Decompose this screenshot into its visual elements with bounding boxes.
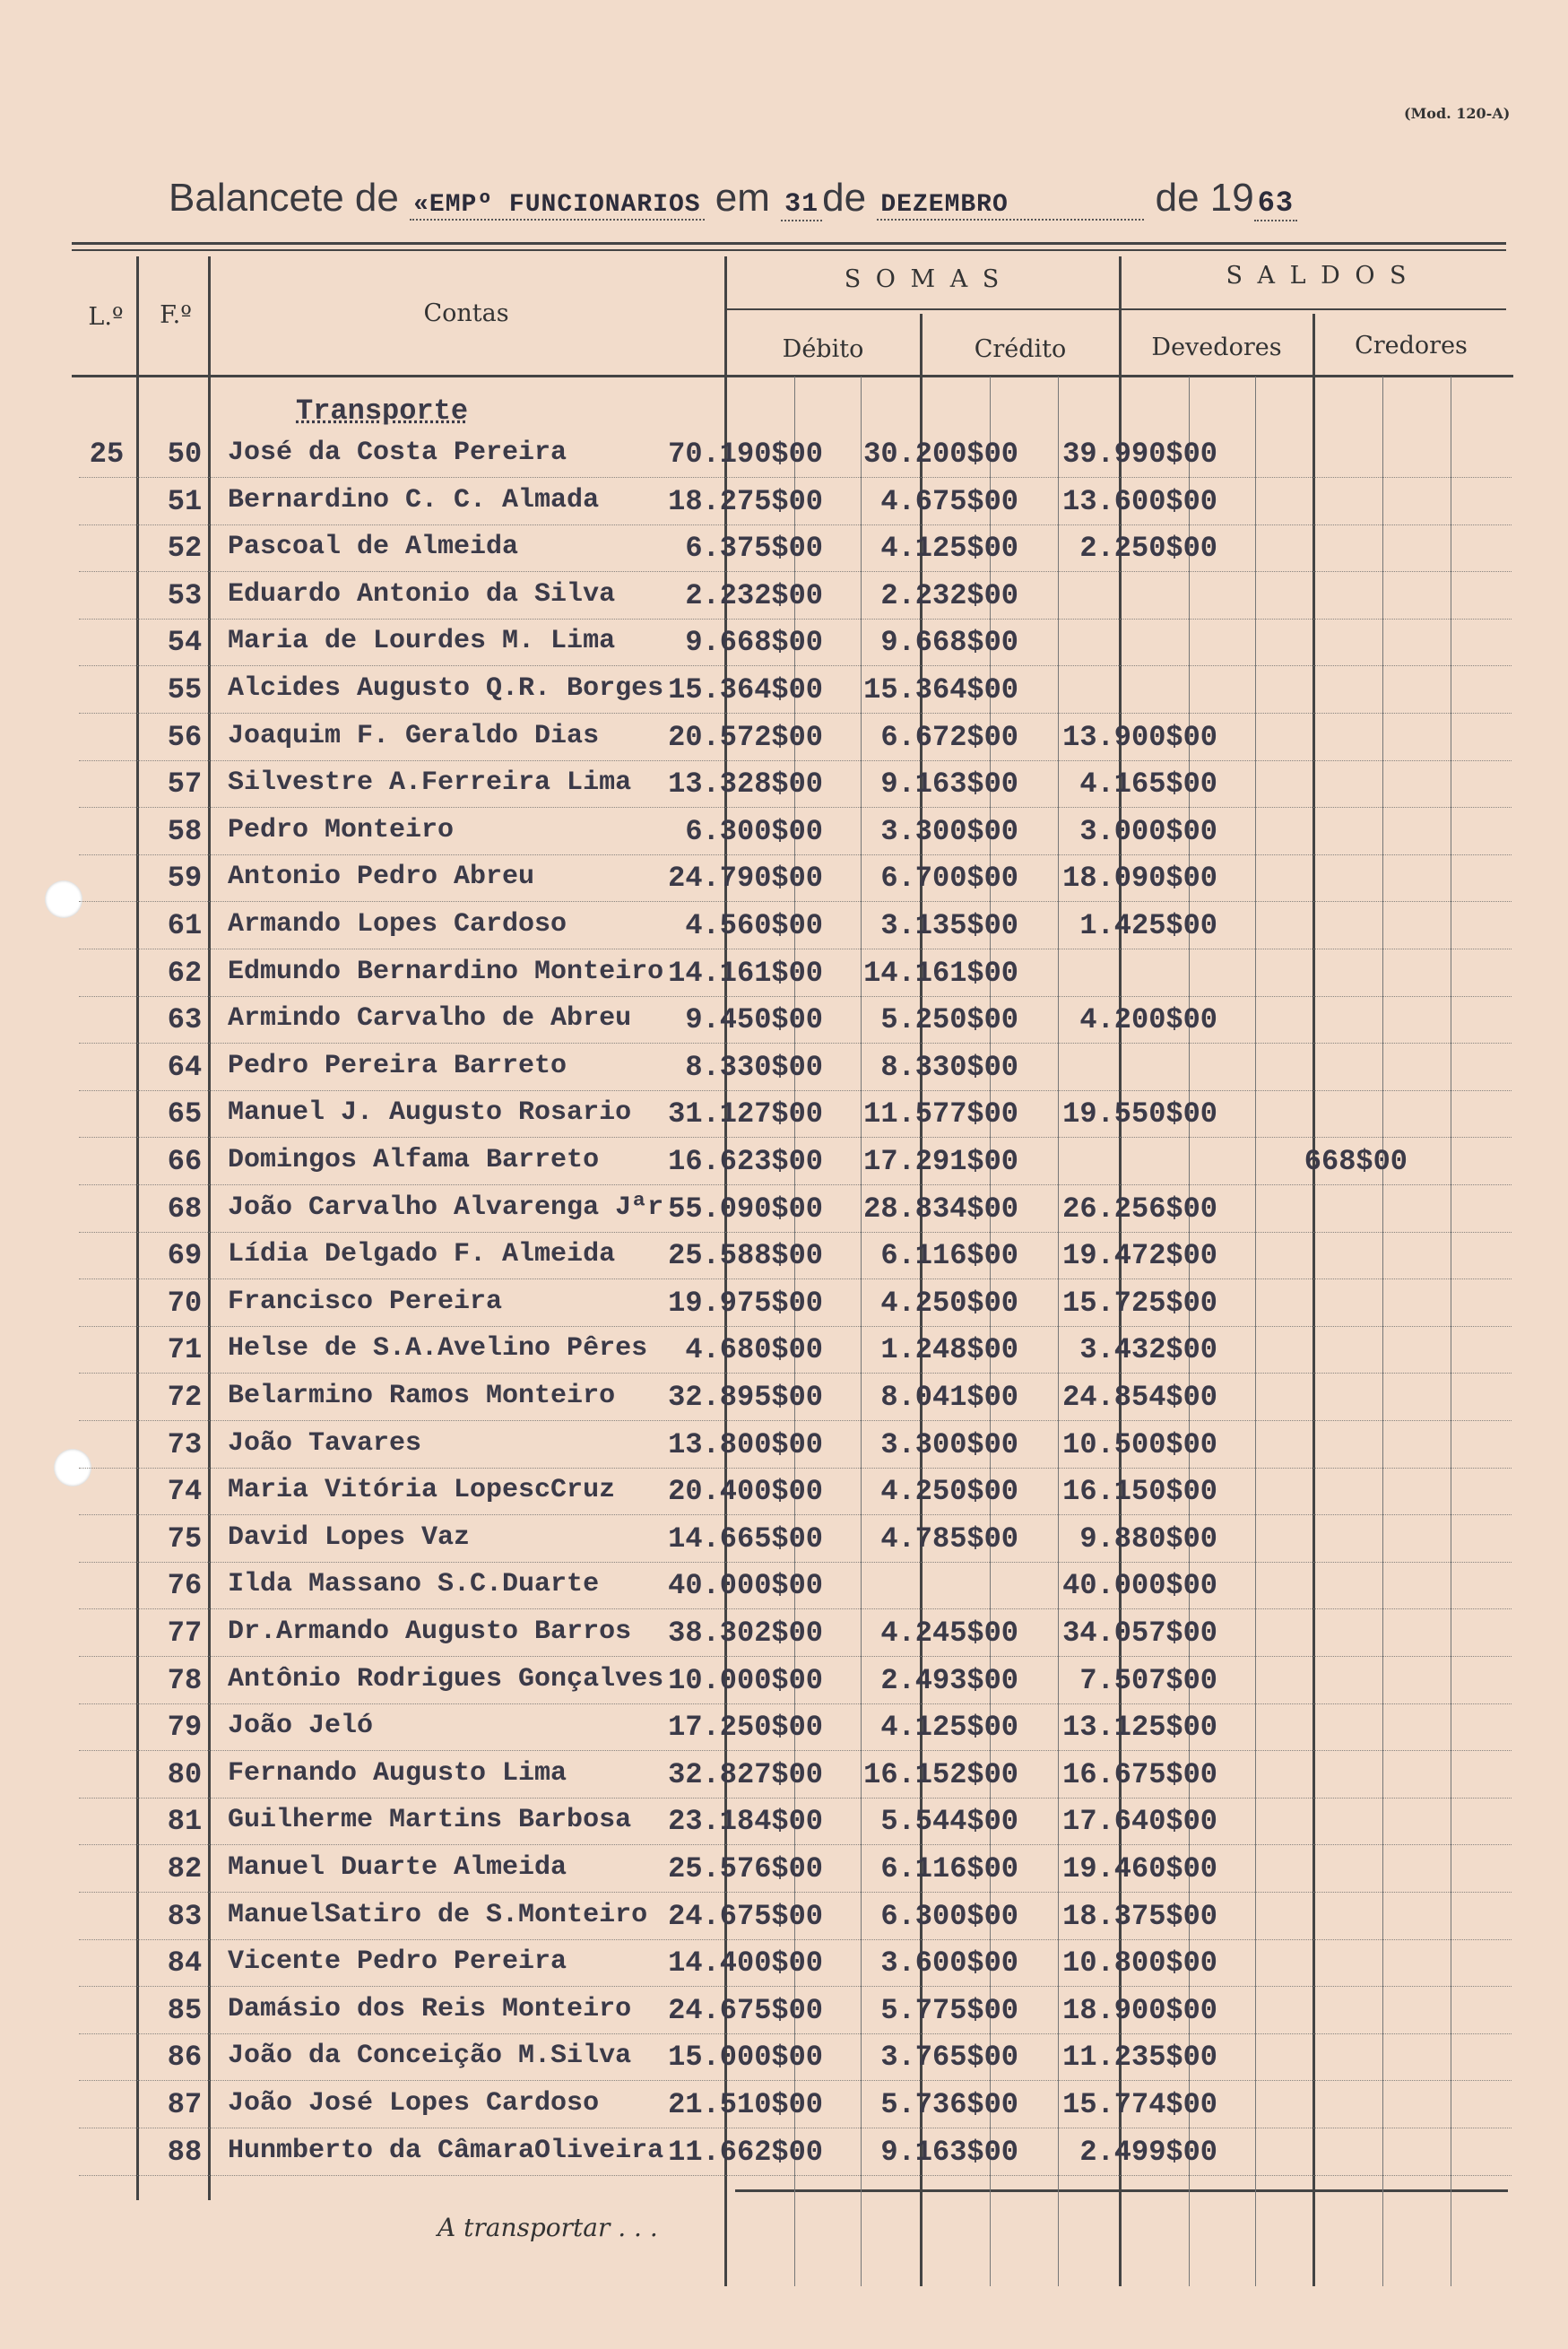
row-fo: 61	[167, 909, 203, 942]
row-account-name: José da Costa Pereira	[228, 438, 567, 468]
row-credito: 5.544$00	[880, 1805, 1018, 1839]
row-fo: 63	[167, 1003, 203, 1037]
title-month: DEZEMBRO	[877, 191, 1144, 221]
table-row	[79, 760, 1512, 808]
row-devedores: 3.000$00	[1079, 814, 1217, 848]
row-credito: 4.245$00	[880, 1617, 1018, 1650]
table-row	[79, 996, 1512, 1044]
row-debito: 23.184$00	[668, 1805, 823, 1839]
row-debito: 70.190$00	[668, 438, 823, 471]
transporte-label: Transporte	[296, 394, 469, 428]
row-credito: 4.250$00	[880, 1286, 1018, 1320]
row-fo: 83	[167, 1899, 203, 1933]
row-debito: 9.668$00	[685, 626, 823, 660]
row-account-name: Antônio Rodrigues Gonçalves	[228, 1663, 664, 1695]
header-contas: Contas	[423, 299, 509, 327]
row-fo: 79	[167, 1711, 203, 1745]
row-fo: 81	[167, 1805, 203, 1839]
title-account: «EMPº FUNCIONARIOS	[410, 191, 704, 221]
row-account-name: Helse de S.A.Avelino Pêres	[228, 1333, 648, 1365]
row-fo: 58	[167, 814, 203, 848]
row-credito: 4.125$00	[880, 1711, 1018, 1745]
row-debito: 11.662$00	[668, 2135, 823, 2169]
row-fo: 69	[167, 1239, 203, 1273]
row-devedores: 16.675$00	[1062, 1757, 1217, 1791]
row-devedores: 18.375$00	[1062, 1899, 1217, 1933]
row-debito: 16.623$00	[668, 1145, 823, 1178]
row-credito: 6.300$00	[880, 1899, 1018, 1933]
table-row	[79, 902, 1512, 949]
footer-a-transportar: A transportar . . .	[437, 2213, 658, 2242]
table-row	[79, 1515, 1512, 1563]
row-devedores: 2.499$00	[1079, 2135, 1217, 2169]
row-devedores: 18.900$00	[1062, 1993, 1217, 2027]
row-credito: 4.250$00	[880, 1475, 1018, 1509]
row-credito: 15.364$00	[863, 673, 1018, 706]
row-devedores: 40.000$00	[1062, 1569, 1217, 1603]
table-row	[79, 524, 1512, 572]
row-account-name: Maria Vitória LopescCruz	[228, 1475, 616, 1506]
row-account-name: Lídia Delgado F. Almeida	[228, 1239, 616, 1270]
row-account-name: Damásio dos Reis Monteiro	[228, 1993, 632, 2024]
row-debito: 40.000$00	[668, 1569, 823, 1603]
row-credito: 28.834$00	[863, 1192, 1018, 1226]
table-row	[79, 2081, 1512, 2128]
row-credito: 4.675$00	[880, 484, 1018, 518]
form-code: (Mod. 120-A)	[1404, 105, 1511, 122]
row-fo: 62	[167, 956, 203, 990]
table-row	[79, 430, 1512, 478]
row-debito: 14.400$00	[668, 1946, 823, 1981]
header-lo: L.º	[88, 303, 124, 331]
header-credores: Credores	[1355, 332, 1468, 360]
row-devedores: 9.880$00	[1079, 1521, 1217, 1556]
row-debito: 20.572$00	[668, 720, 823, 754]
row-credores: 668$00	[1304, 1145, 1408, 1178]
row-credito: 30.200$00	[863, 438, 1018, 471]
table-row	[79, 1090, 1512, 1138]
row-credito: 8.041$00	[880, 1381, 1018, 1414]
table-row	[79, 1279, 1512, 1327]
row-debito: 17.250$00	[668, 1711, 823, 1745]
row-debito: 10.000$00	[668, 1663, 823, 1697]
row-fo: 73	[167, 1427, 203, 1461]
row-debito: 9.450$00	[685, 1003, 823, 1037]
row-credito: 2.493$00	[880, 1663, 1018, 1697]
row-debito: 6.300$00	[685, 814, 823, 848]
row-credito: 4.125$00	[880, 532, 1018, 566]
row-fo: 86	[167, 2041, 203, 2075]
row-devedores: 39.990$00	[1062, 438, 1217, 471]
row-fo: 85	[167, 1993, 203, 2027]
table-row	[79, 2033, 1512, 2081]
table-row	[79, 1703, 1512, 1751]
row-account-name: Edmundo Bernardino Monteiro	[228, 956, 664, 987]
row-account-name: Pedro Pereira Barreto	[228, 1050, 567, 1081]
row-devedores: 7.507$00	[1079, 1663, 1217, 1697]
table-row	[79, 478, 1512, 525]
row-devedores: 19.460$00	[1062, 1852, 1217, 1885]
footer-rule	[735, 2189, 1508, 2192]
row-account-name: ManuelSatiro de S.Monteiro	[228, 1899, 648, 1930]
row-debito: 24.675$00	[668, 1899, 823, 1933]
table-row	[79, 1609, 1512, 1657]
table-row	[79, 1185, 1512, 1233]
row-account-name: Armindo Carvalho de Abreu	[228, 1003, 632, 1035]
row-devedores: 10.800$00	[1062, 1946, 1217, 1981]
row-debito: 18.275$00	[668, 484, 823, 518]
row-fo: 68	[167, 1192, 203, 1226]
row-lo: 25	[89, 438, 125, 471]
row-fo: 52	[167, 532, 203, 566]
row-debito: 55.090$00	[668, 1192, 823, 1226]
row-devedores: 4.165$00	[1079, 767, 1217, 802]
row-fo: 51	[167, 484, 203, 518]
table-row	[79, 1562, 1512, 1609]
row-fo: 56	[167, 720, 203, 754]
row-debito: 32.827$00	[668, 1757, 823, 1791]
table-row	[79, 1893, 1512, 1940]
header-fo: F.º	[160, 301, 192, 329]
table-row	[79, 1326, 1512, 1374]
table-row	[79, 1751, 1512, 1799]
title-year: 63	[1254, 186, 1297, 221]
row-debito: 14.665$00	[668, 1521, 823, 1556]
row-account-name: David Lopes Vaz	[228, 1521, 471, 1553]
row-debito: 19.975$00	[668, 1286, 823, 1320]
row-devedores: 19.550$00	[1062, 1097, 1217, 1131]
title-em: em	[715, 176, 770, 220]
row-account-name: João da Conceição M.Silva	[228, 2041, 632, 2072]
header-somas: S O M A S	[844, 265, 1003, 293]
row-credito: 3.300$00	[880, 1427, 1018, 1461]
row-fo: 74	[167, 1475, 203, 1509]
row-fo: 84	[167, 1946, 203, 1981]
table-row	[79, 1421, 1512, 1469]
row-devedores: 13.125$00	[1062, 1711, 1217, 1745]
title-prefix: Balancete de	[169, 176, 399, 220]
row-devedores: 19.472$00	[1062, 1239, 1217, 1273]
row-credito: 6.700$00	[880, 862, 1018, 896]
row-devedores: 17.640$00	[1062, 1805, 1217, 1839]
row-debito: 15.364$00	[668, 673, 823, 706]
row-devedores: 26.256$00	[1062, 1192, 1217, 1226]
header-bottom-rule	[72, 375, 1513, 377]
row-debito: 20.400$00	[668, 1475, 823, 1509]
row-account-name: Pascoal de Almeida	[228, 532, 519, 563]
header-credito: Crédito	[974, 335, 1067, 363]
table-row	[79, 1987, 1512, 2034]
row-fo: 66	[167, 1145, 203, 1178]
row-devedores: 4.200$00	[1079, 1003, 1217, 1037]
row-credito: 5.250$00	[880, 1003, 1018, 1037]
row-account-name: Bernardino C. C. Almada	[228, 484, 600, 516]
row-devedores: 13.600$00	[1062, 484, 1217, 518]
punch-hole	[45, 880, 82, 918]
row-debito: 2.232$00	[685, 578, 823, 612]
row-fo: 82	[167, 1852, 203, 1885]
row-debito: 38.302$00	[668, 1617, 823, 1650]
row-account-name: Manuel J. Augusto Rosario	[228, 1097, 632, 1129]
row-account-name: Dr.Armando Augusto Barros	[228, 1617, 632, 1647]
row-credito: 9.668$00	[880, 626, 1018, 660]
row-debito: 24.790$00	[668, 862, 823, 896]
row-fo: 70	[167, 1286, 203, 1320]
row-fo: 72	[167, 1381, 203, 1414]
row-debito: 25.588$00	[668, 1239, 823, 1273]
row-account-name: Pedro Monteiro	[228, 814, 455, 845]
row-debito: 32.895$00	[668, 1381, 823, 1414]
row-devedores: 13.900$00	[1062, 720, 1217, 754]
row-account-name: Armando Lopes Cardoso	[228, 909, 567, 940]
row-credito: 5.775$00	[880, 1993, 1018, 2027]
row-devedores: 16.150$00	[1062, 1475, 1217, 1509]
row-credito: 5.736$00	[880, 2088, 1018, 2121]
table-row	[79, 949, 1512, 997]
table-row	[79, 1138, 1512, 1185]
row-fo: 75	[167, 1521, 203, 1556]
row-fo: 50	[167, 438, 203, 471]
title-day: 31	[781, 189, 822, 221]
row-credito: 16.152$00	[863, 1757, 1018, 1791]
row-devedores: 11.235$00	[1062, 2041, 1217, 2075]
row-debito: 31.127$00	[668, 1097, 823, 1131]
row-devedores: 10.500$00	[1062, 1427, 1217, 1461]
table-row	[79, 1044, 1512, 1091]
row-debito: 15.000$00	[668, 2041, 823, 2075]
row-credito: 3.300$00	[880, 814, 1018, 848]
row-credito: 1.248$00	[880, 1333, 1018, 1367]
table-row	[79, 1798, 1512, 1845]
table-row	[79, 854, 1512, 902]
page-title	[169, 176, 1297, 221]
row-debito: 25.576$00	[668, 1852, 823, 1885]
row-debito: 13.800$00	[668, 1427, 823, 1461]
row-credito: 17.291$00	[863, 1145, 1018, 1178]
row-devedores: 15.725$00	[1062, 1286, 1217, 1320]
header-top-rule-2	[72, 249, 1506, 251]
row-devedores: 34.057$00	[1062, 1617, 1217, 1650]
row-account-name: Alcides Augusto Q.R. Borges	[228, 673, 664, 704]
row-account-name: João Jeló	[228, 1711, 374, 1742]
row-credito: 8.330$00	[880, 1050, 1018, 1084]
row-credito: 4.785$00	[880, 1521, 1018, 1556]
row-account-name: Domingos Alfama Barreto	[228, 1145, 600, 1175]
row-credito: 14.161$00	[863, 956, 1018, 990]
row-account-name: Manuel Duarte Almeida	[228, 1852, 567, 1883]
row-credito: 6.672$00	[880, 720, 1018, 754]
row-account-name: Silvestre A.Ferreira Lima	[228, 767, 632, 799]
row-fo: 64	[167, 1050, 203, 1084]
row-devedores: 1.425$00	[1079, 909, 1217, 942]
row-fo: 53	[167, 578, 203, 612]
row-account-name: Guilherme Martins Barbosa	[228, 1805, 632, 1836]
row-account-name: Antonio Pedro Abreu	[228, 862, 535, 893]
row-credito: 2.232$00	[880, 578, 1018, 612]
row-devedores: 3.432$00	[1079, 1333, 1217, 1367]
table-row	[79, 1232, 1512, 1279]
header-devedores: Devedores	[1151, 334, 1282, 361]
table-row	[79, 2128, 1512, 2176]
title-de: de	[822, 176, 867, 220]
table-row	[79, 1657, 1512, 1704]
table-row	[79, 1845, 1512, 1893]
row-debito: 14.161$00	[668, 956, 823, 990]
row-devedores: 24.854$00	[1062, 1381, 1217, 1414]
row-debito: 21.510$00	[668, 2088, 823, 2121]
row-credito: 3.135$00	[880, 909, 1018, 942]
row-debito: 24.675$00	[668, 1993, 823, 2027]
row-fo: 80	[167, 1757, 203, 1791]
row-fo: 57	[167, 767, 203, 802]
row-account-name: Belarmino Ramos Monteiro	[228, 1381, 616, 1411]
row-credito: 6.116$00	[880, 1852, 1018, 1885]
row-account-name: João Tavares	[228, 1427, 422, 1459]
row-credito: 11.577$00	[863, 1097, 1018, 1131]
row-credito: 9.163$00	[880, 767, 1018, 802]
row-credito: 3.765$00	[880, 2041, 1018, 2075]
row-devedores: 18.090$00	[1062, 862, 1217, 896]
table-row	[79, 666, 1512, 714]
header-top-rule	[72, 242, 1506, 245]
row-devedores: 15.774$00	[1062, 2088, 1217, 2121]
header-debito: Débito	[782, 335, 864, 363]
row-debito: 6.375$00	[685, 532, 823, 566]
table-row	[79, 714, 1512, 761]
row-fo: 65	[167, 1097, 203, 1131]
row-debito: 4.680$00	[685, 1333, 823, 1367]
row-account-name: Ilda Massano S.C.Duarte	[228, 1569, 600, 1600]
row-debito: 8.330$00	[685, 1050, 823, 1084]
row-fo: 59	[167, 862, 203, 896]
table-row	[79, 1468, 1512, 1515]
row-account-name: Vicente Pedro Pereira	[228, 1946, 567, 1978]
row-credito: 9.163$00	[880, 2135, 1018, 2169]
row-fo: 55	[167, 673, 203, 706]
row-fo: 76	[167, 1569, 203, 1603]
row-credito: 3.600$00	[880, 1946, 1018, 1981]
row-debito: 4.560$00	[685, 909, 823, 942]
row-fo: 88	[167, 2135, 203, 2169]
row-fo: 78	[167, 1663, 203, 1697]
row-account-name: Francisco Pereira	[228, 1286, 503, 1317]
row-account-name: Fernando Augusto Lima	[228, 1757, 567, 1789]
table-row	[79, 808, 1512, 855]
row-account-name: Joaquim F. Geraldo Dias	[228, 720, 600, 751]
row-account-name: Maria de Lourdes M. Lima	[228, 626, 616, 657]
row-fo: 71	[167, 1333, 203, 1367]
row-account-name: Hunmberto da CâmaraOliveira	[228, 2135, 664, 2166]
row-account-name: João Carvalho Alvarenga Jªr	[228, 1192, 664, 1223]
row-credito: 6.116$00	[880, 1239, 1018, 1273]
title-de-year: de 19	[1155, 176, 1254, 220]
row-debito: 13.328$00	[668, 767, 823, 802]
row-fo: 87	[167, 2088, 203, 2121]
table-row	[79, 572, 1512, 620]
row-account-name: João José Lopes Cardoso	[228, 2088, 600, 2119]
row-fo: 54	[167, 626, 203, 660]
somas-underline	[726, 308, 1506, 310]
header-saldos: S A L D O S	[1226, 262, 1410, 290]
table-row	[79, 619, 1512, 666]
table-row	[79, 1939, 1512, 1987]
row-fo: 77	[167, 1617, 203, 1650]
table-row	[79, 1374, 1512, 1421]
row-account-name: Eduardo Antonio da Silva	[228, 578, 616, 610]
row-devedores: 2.250$00	[1079, 532, 1217, 566]
